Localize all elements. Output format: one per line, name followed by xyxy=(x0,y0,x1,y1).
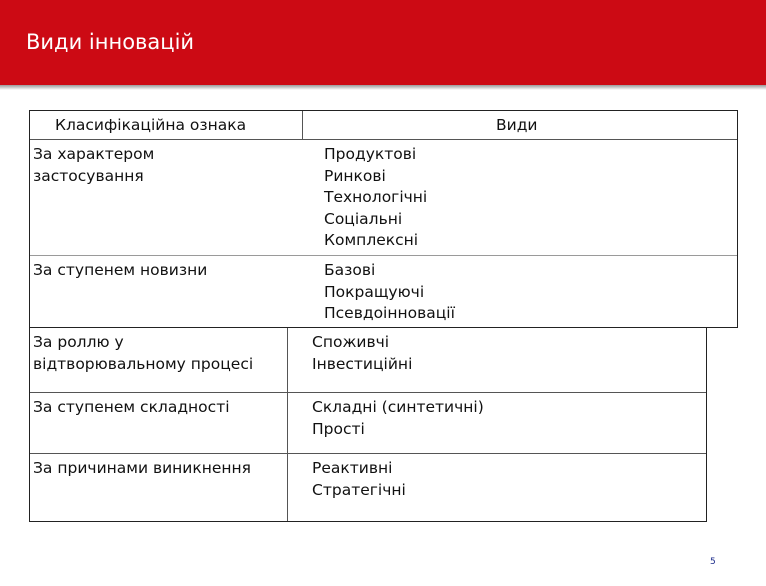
type-item: Соціальні xyxy=(324,209,403,228)
page-number: 5 xyxy=(710,557,716,567)
type-item: Базові xyxy=(324,261,376,279)
row-criterion xyxy=(33,397,230,419)
criterion-line: За причинами виникнення xyxy=(33,459,252,477)
type-item: Реактивні xyxy=(312,459,393,477)
header-classification: Класифікаційна ознака xyxy=(55,116,247,134)
row-separator xyxy=(30,255,737,256)
row-types xyxy=(312,332,412,375)
row-criterion xyxy=(33,144,154,187)
header-separator xyxy=(30,139,737,140)
type-item: Стратегічні xyxy=(312,480,406,499)
type-item: Складні (синтетичні) xyxy=(312,398,484,416)
criterion-line: відтворювальному процесі xyxy=(33,354,254,373)
row-criterion xyxy=(33,458,251,480)
type-item: Покращуючі xyxy=(324,282,425,301)
criterion-line: За характером xyxy=(33,145,155,163)
row-types xyxy=(312,397,484,440)
header-types: Види xyxy=(496,116,538,134)
row-types xyxy=(312,458,406,501)
header-divider xyxy=(302,111,303,139)
type-item: Псевдоінновації xyxy=(324,304,455,322)
row-separator xyxy=(30,392,706,393)
type-item: Технологічні xyxy=(324,188,428,206)
criterion-line: За роллю у xyxy=(33,333,124,351)
title-bar xyxy=(0,0,766,85)
slide-title: Види інновацій xyxy=(26,30,195,54)
type-item: Прості xyxy=(312,419,365,438)
criterion-line: За ступенем складності xyxy=(33,398,230,416)
criterion-line: За ступенем новизни xyxy=(33,261,208,279)
type-item: Інвестиційні xyxy=(312,354,413,373)
type-item: Комплексні xyxy=(324,231,419,249)
row-criterion xyxy=(33,332,253,375)
row-criterion xyxy=(33,260,207,282)
type-item: Споживчі xyxy=(312,333,390,351)
type-item: Продуктові xyxy=(324,145,417,163)
row-separator xyxy=(30,453,706,454)
row-types xyxy=(324,144,427,252)
lower-table-divider xyxy=(287,326,288,521)
criterion-line: застосування xyxy=(33,166,144,185)
title-bar-shadow xyxy=(0,85,766,90)
row-types xyxy=(324,260,455,325)
type-item: Ринкові xyxy=(324,166,386,185)
